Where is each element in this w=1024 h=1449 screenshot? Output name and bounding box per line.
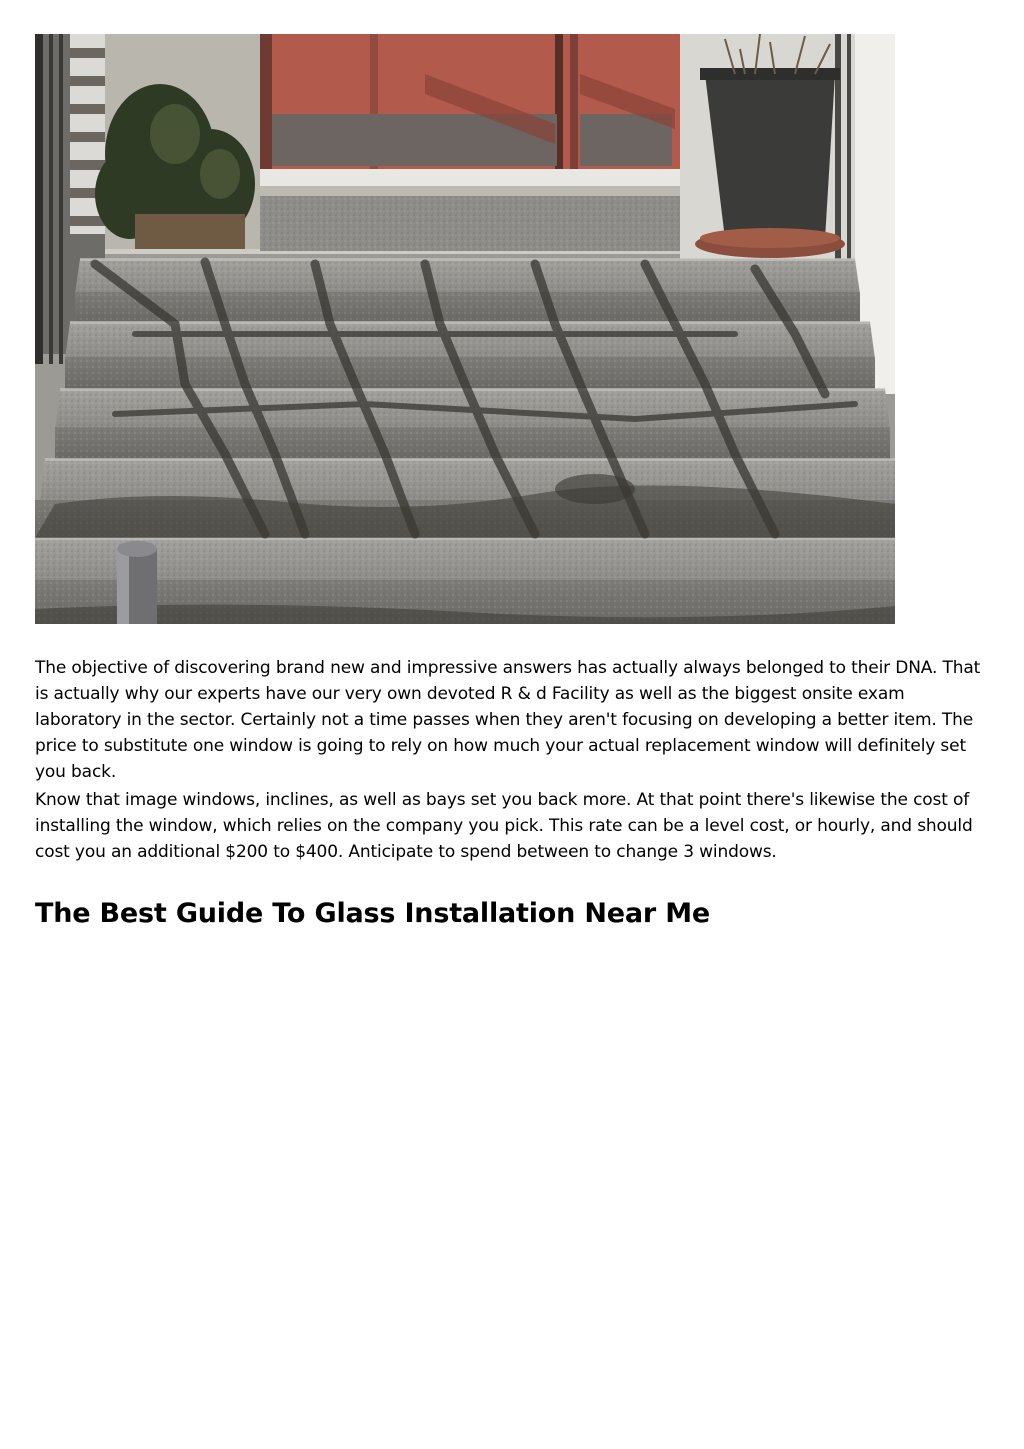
- section-heading: The Best Guide To Glass Installation Near Me: [35, 898, 711, 929]
- paragraph-1: The objective of discovering brand new and impressive answers has actually always belonged to their DNA. That is actually why our experts have our very own devoted R & d Facility as well as the biggest onsite exam laboratory in the sector. Certainly not a time passes when they aren't focusing on developing a better item. The price to substitute one window is going to rely on how much your actual replacement window will definitely set you back.: [35, 658, 981, 782]
- stairs-photo: [35, 34, 895, 624]
- paragraph-2: Know that image windows, inclines, as well as bays set you back more. At that point there's likewise the cost of installing the window, which relies on the company you pick. This rate can be a level cost, or hourly, and should cost you an additional $200 to $400. Anticipate to spend between to change 3 windows.: [35, 790, 973, 862]
